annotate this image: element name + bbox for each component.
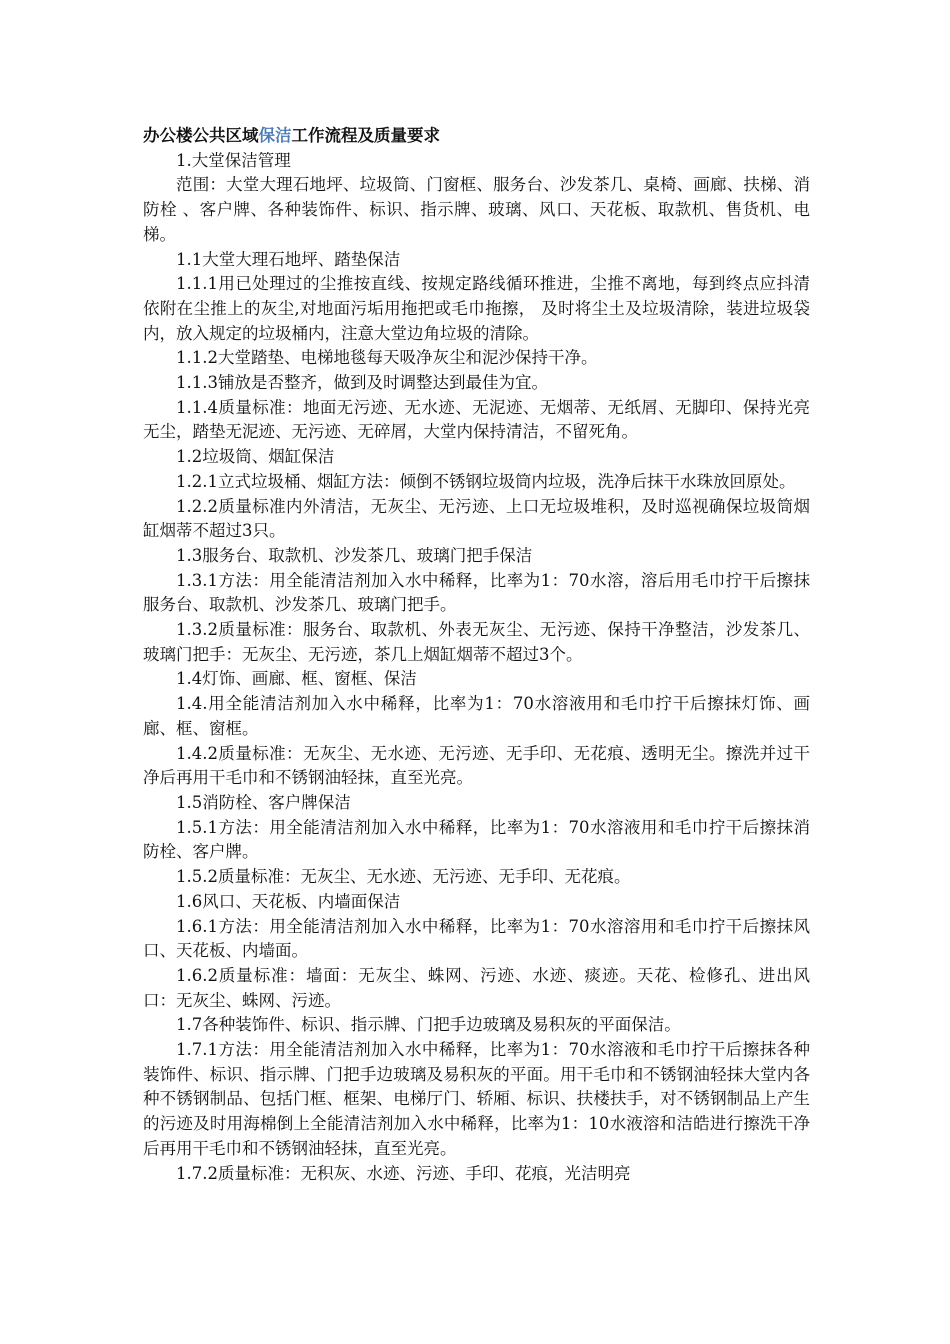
paragraph: 1.1.3铺放是否整齐，做到及时调整达到最佳为宜。 [176, 373, 548, 393]
paragraph: 1.7各种装饰件、标识、指示牌、门把手边玻璃及易积灰的平面保洁。 [176, 1015, 681, 1035]
paragraph: 1.5消防栓、客户牌保洁 [176, 792, 351, 812]
paragraph: 1.3服务台、取款机、沙发茶几、玻璃门把手保洁 [176, 545, 533, 565]
paragraph: 1.3.2质量标准：服务台、取款机、外表无灰尘、无污迹、保持干净整洁，沙发茶几、玻璃门把手：无灰尘、无污迹，茶几上烟缸烟蒂不超过3个。 [143, 620, 810, 664]
paragraph: 1.1.2大堂踏垫、电梯地毯每天吸净灰尘和泥沙保持干净。 [176, 348, 598, 368]
title-link-baojie[interactable]: 保洁 [258, 126, 292, 145]
paragraph: 1.1大堂大理石地坪、踏垫保洁 [176, 249, 401, 269]
paragraph: 1.1.1用已处理过的尘推按直线、按规定路线循环推进，尘推不离地，每到终点应抖清依附在尘推上的灰尘,对地面污垢用拖把或毛巾拖擦， 及时将尘土及垃圾清除，装进垃圾袋内，放入规定的垃圾桶内，注意大堂边角垃圾的清除。 [143, 274, 810, 343]
paragraph: 1.2垃圾筒、烟缸保洁 [176, 447, 335, 467]
paragraph: 1.5.1方法：用全能清洁剂加入水中稀释，比率为1：70水溶液用和毛巾拧干后擦抹消防栓、客户牌。 [143, 817, 810, 862]
title-text-2: 工作流程及质量要求 [291, 126, 440, 145]
paragraph: 1.4.用全能清洁剂加入水中稀释，比率为1：70水溶液用和毛巾拧干后擦抹灯饰、画廊、框、窗框。 [143, 694, 810, 738]
paragraph: 1.7.1方法：用全能清洁剂加入水中稀释，比率为1：70水溶液和毛巾拧干后擦抹各种装饰件、标识、指示牌、门把手边玻璃及易积灰的平面。用干毛巾和不锈钢油轻抹大堂内各种不锈钢制品、包括门框、框架、电梯厅门、轿厢、标识、扶楼扶手，对不锈钢制品上产生的污迹及时用海棉倒上全能清洁剂加入水中稀释，比率为1：10水液溶和洁皓进行擦洗干净后再用干毛巾和不锈钢油轻抹，直至光亮。 [143, 1040, 810, 1158]
paragraph: 1.6.1方法：用全能清洁剂加入水中稀释，比率为1：70水溶溶用和毛巾拧干后擦抹风口、天花板、内墙面。 [143, 916, 810, 961]
paragraph: 1.大堂保洁管理 [176, 150, 291, 170]
title-text-1: 办公楼公共区域 [143, 126, 259, 145]
paragraph: 范围：大堂大理石地坪、垃圾筒、门窗框、服务台、沙发茶几、桌椅、画廊、扶梯、消防栓 、客户牌、各种装饰件、标识、指示牌、玻璃、风口、天花板、取款机、售货机、电梯。 [143, 175, 810, 244]
paragraph: 1.4灯饰、画廊、框、窗框、保洁 [176, 669, 417, 689]
paragraph: 1.6风口、天花板、内墙面保洁 [176, 891, 401, 911]
paragraph-list [143, 149, 810, 1187]
paragraph: 1.6.2质量标准：墙面：无灰尘、蛛网、污迹、水迹、痰迹。天花、检修孔、进出风口：无灰尘、蛛网、污迹。 [143, 965, 810, 1010]
paragraph: 1.2.2质量标准内外清洁，无灰尘、无污迹、上口无垃圾堆积，及时巡视确保垃圾筒烟缸烟蒂不超过3只。 [143, 496, 810, 541]
paragraph: 1.7.2质量标准：无积灰、水迹、污迹、手印、花痕，光洁明亮 [176, 1163, 631, 1183]
paragraph: 1.1.4质量标准：地面无污迹、无水迹、无泥迹、无烟蒂、无纸屑、无脚印、保持光亮无尘，踏垫无泥迹、无污迹、无碎屑，大堂内保持清洁，不留死角。 [143, 397, 810, 442]
paragraph: 1.4.2质量标准：无灰尘、无水迹、无污迹、无手印、无花痕、透明无尘。擦洗并过干净后再用干毛巾和不锈钢油轻抹，直至光亮。 [143, 743, 810, 788]
paragraph: 1.2.1立式垃圾桶、烟缸方法：倾倒不锈钢垃圾筒内垃圾，洗净后抹干水珠放回原处。 [176, 471, 796, 491]
paragraph: 1.3.1方法：用全能清洁剂加入水中稀释，比率为1：70水溶，溶后用毛巾拧干后擦抹服务台、取款机、沙发茶几、玻璃门把手。 [143, 570, 810, 615]
paragraph: 1.5.2质量标准：无灰尘、无水迹、无污迹、无手印、无花痕。 [176, 867, 631, 887]
document-title [143, 124, 810, 149]
document-body [143, 124, 810, 1186]
